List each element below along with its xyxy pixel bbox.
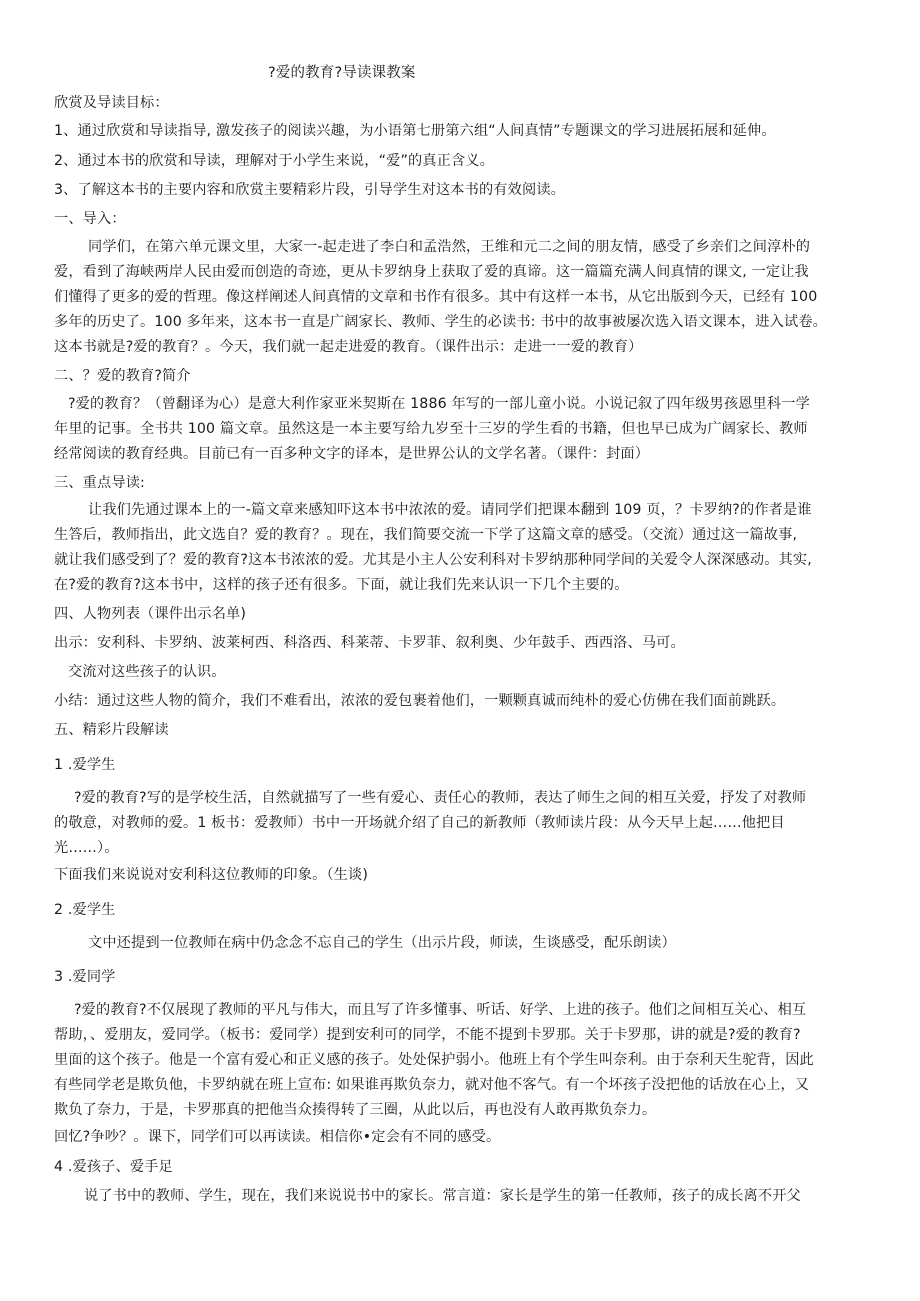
paragraph-line: 帮助，、爱朋友，爱同学。（板书：爱同学）提到安利可的同学，不能不提到卡罗那。关于卡罗那，讲的就是?爱的教育? [54,1027,801,1043]
paragraph-line: 多年的历史了。100 多年来，这本书一直是广阔家长、教师、学生的必读书: 书中的故事被屡次选入语文课本，进入试卷。 [54,314,827,330]
character-names: 出示：安利科、卡罗纳、波莱柯西、科洛西、科莱蒂、卡罗菲、叙利奥、少年鼓手、西西洛、马可。 [54,635,685,651]
paragraph-line: 生答后，教师指出，此文选自？爱的教育？。现在，我们简要交流一下学了这篇文章的感受。（交流）通过这一篇故事, [54,527,798,543]
excerpt-item-title: 1 .爱学生 [54,757,116,773]
paragraph-line: 文中还提到一位教师在病中仍念念不忘自己的学生（出示片段，师读，生谈感受，配乐朗读） [88,935,676,951]
paragraph-line: 爱，看到了海峡两岸人民由爱而创造的奇迹，更从卡罗纳身上获取了爱的真谛。这一篇篇充满人间真情的课文, 一定让我 [54,264,809,280]
section-heading-summary: 二、？爱的教育?简介 [54,368,191,384]
section-heading-excerpts: 五、精彩片段解读 [54,722,169,738]
paragraph-line: 里面的这个孩子。他是一个富有爱心和正义感的孩子。处处保护弱小。他班上有个学生叫奈利。由于奈利天生驼背，因此 [54,1052,814,1068]
goal-item: 1、通过欣赏和导读指导, 激发孩子的阅读兴趣，为小语第七册第六组“人间真情”专题课文的学习进展拓展和延伸。 [54,123,776,139]
paragraph-line: 在?爱的教育?这本书中，这样的孩子还有很多。下面，就让我们先来认识一下几个主要的。 [54,577,629,593]
goals-heading: 欣赏及导读目标： [54,95,169,111]
excerpt-item-title: 2 .爱学生 [54,902,116,918]
excerpt-item-title: 3 .爱同学 [54,969,116,985]
paragraph-line: 说了书中的教师、学生，现在，我们来说说书中的家长。常言道：家长是学生的第一任教师，孩子的成长离不开父 [84,1188,801,1204]
paragraph-line: 年里的记事。全书共 100 篇文章。虽然这是一本主要写给九岁至十三岁的学生看的书籍，但也早已成为广阔家长、教师 [54,421,808,437]
paragraph-line: 下面我们来说说对安利科这位教师的印象。（生谈) [54,867,369,883]
paragraph-line: 欺负了奈力，于是，卡罗那真的把他当众揍得转了三圈，从此以后，再也没有人敢再欺负奈力。 [54,1102,657,1118]
paragraph-line: 就让我们感受到了？爱的教育?这本书浓浓的爱。尤其是小主人公安利科对卡罗纳那种同学间的关爱令人深深感动。其实, [54,552,812,568]
paragraph-line: 经常阅读的教育经典。目前已有一百多种文字的译本，是世界公认的文学名著。（课件：封面） [54,446,650,462]
discussion-line: 交流对这些孩子的认识。 [68,664,226,680]
paragraph-line: 的敬意，对教师的爱。1 板书：爱教师）书中一开场就介绍了自己的新教师（教师读片段：从今天早上起……他把目 [54,815,785,831]
excerpt-item-title: 4 .爱孩子、爱手足 [54,1159,173,1175]
paragraph-line: 有些同学老是欺负他，卡罗纳就在班上宣布: 如果谁再欺负奈力，就对他不客气。有一个坏孩子没把他的话放在心上，又 [54,1077,810,1093]
paragraph-line: ?爱的教育？（曾翻译为心）是意大利作家亚米契斯在 1886 年写的一部儿童小说。小说记叙了四年级男孩恩里科一学 [68,396,810,412]
document-title: ?爱的教育?导读课教案 [268,65,416,81]
goal-item: 2、通过本书的欣赏和导读，理解对于小学生来说，“爱”的真正含义。 [54,153,494,169]
section-heading-intro: 一、导入： [54,211,126,227]
goal-item: 3、了解这本书的主要内容和欣赏主要精彩片段，引导学生对这本书的有效阅读。 [54,182,565,198]
paragraph-line: 这本书就是?爱的教育？。今天，我们就一起走进爱的教育。（课件出示：走进一一爱的教育） [54,339,643,355]
section-heading-guide: 三、重点导读: [54,475,145,491]
paragraph-line: 光……）。 [54,840,119,856]
paragraph-line: 让我们先通过课本上的一-篇文章来感知吓这本书中浓浓的爱。请同学们把课本翻到 109 页，？卡罗纳?的作者是谁 [88,502,812,518]
paragraph-line: 回忆?争吵？。课下，同学们可以再读读。相信你•定会有不同的感受。 [54,1129,501,1145]
paragraph-line: ?爱的教育?不仅展现了教师的平凡与伟大，而且写了许多懂事、听话、好学、上进的孩子。他们之间相互关心、相互 [74,1002,807,1018]
section-heading-characters: 四、人物列表（课件出示名单) [54,606,247,622]
paragraph-line: ?爱的教育?写的是学校生活，自然就描写了一些有爱心、责任心的教师，表达了师生之间的相互关爱，抒发了对教师 [74,790,807,806]
paragraph-line: 同学们，在第六单元课文里，大家一-起走进了李白和孟浩然，王维和元二之间的朋友情，感受了乡亲们之间淳朴的 [88,239,811,255]
paragraph-line: 们懂得了更多的爱的哲理。像这样阐述人间真情的文章和书作有很多。其中有这样一本书，从它出版到今天，已经有 100 [54,289,818,305]
summary-line: 小结：通过这些人物的简介，我们不难看出，浓浓的爱包裹着他们，一颗颗真诚而纯朴的爱心仿佛在我们面前跳跃。 [54,693,786,709]
